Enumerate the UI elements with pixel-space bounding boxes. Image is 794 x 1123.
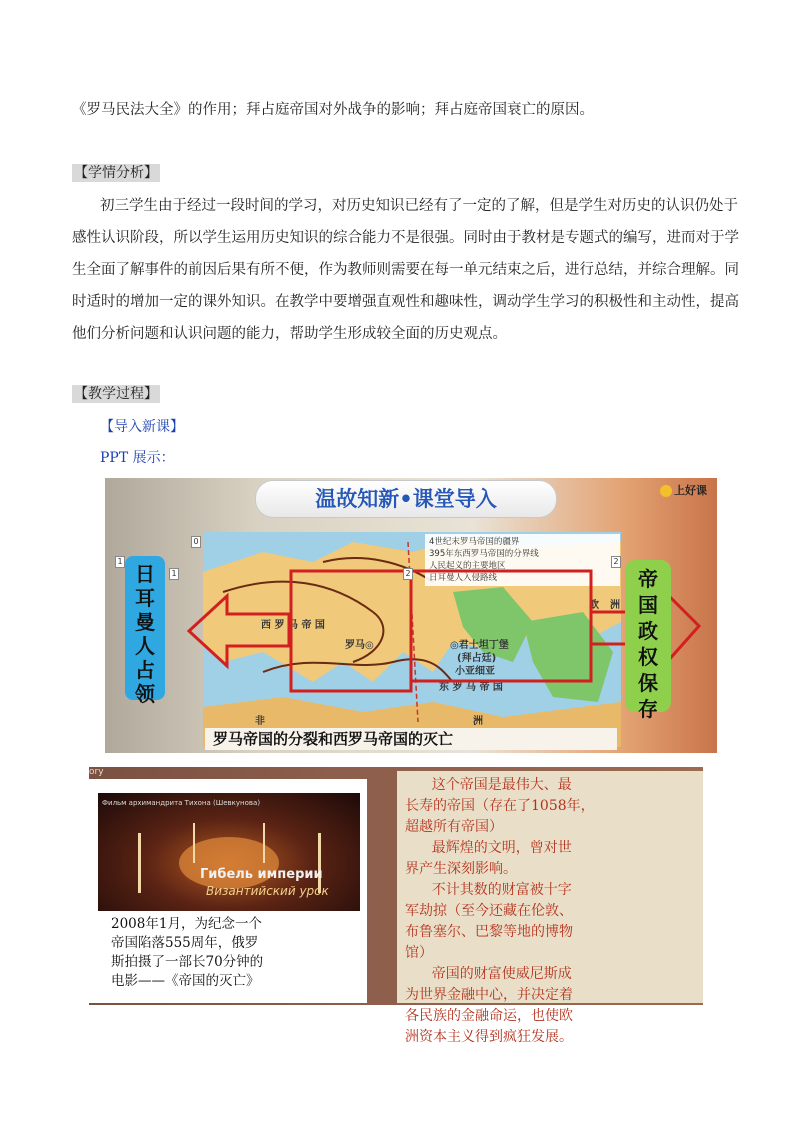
map-label-constantinople: ◎君士坦丁堡 [450,640,509,651]
section-tag-teaching-process [72,384,160,404]
subsection-intro: 【导入新课】 [100,419,184,435]
film-header: Фильм архимандрита Тихона (Шевкунова) [102,799,261,807]
map-label-rome: 罗马◎ [345,640,374,651]
char: 人 [135,634,155,658]
ppt-label: PPT 展示： [100,450,175,466]
legend-item: 日耳曼人入侵路线 [429,573,498,583]
map-label-africa-2: 洲 [473,716,483,727]
map-label-byzantium: (拜占廷) [457,653,497,664]
paragraph-line: 时适时的增加一定的课外知识。在教学中要增强直观性和趣味性，调动学生学习的积极性和主动性，提高 [72,294,739,310]
map-label-asia-minor: 小亚细亚 [455,666,495,677]
left-box-germanic-occupation [125,556,165,706]
legend-item: 395年东西罗马帝国的分界线 [429,549,539,559]
char: 耳 [135,586,155,610]
char: 政 [638,619,658,643]
slide-image-film [89,767,703,1045]
legend-item: 人民起义的主要地区 [429,561,506,571]
marker-1b: 1 [169,568,179,580]
char: 权 [638,645,658,669]
film-title: Гибель империи [200,867,323,882]
section-tag-student-analysis [72,163,160,183]
paragraph-line: 他们分析问题和认识问题的能力，帮助学生形成较全面的历史观点。 [72,326,507,342]
map-label-zhou: 洲 [610,600,620,611]
marker-1: 1 [115,556,125,568]
char: 帝 [638,567,658,591]
paragraph-line: 初三学生由于经过一段时间的学习，对历史知识已经有了一定的了解，但是学生对历史的认识仍处于 [100,198,738,214]
map-caption: 罗马帝国的分裂和西罗马帝国的灭亡 [205,728,617,750]
map-label-africa: 非 [255,716,265,727]
right-box-empire-preserved [625,560,671,721]
slide-title: 温故知新•课堂导入 [255,480,557,518]
tag-label: 【学情分析】 [74,165,158,181]
tag-label: 【教学过程】 [74,386,158,402]
char: 日 [135,562,155,586]
char: 领 [135,682,155,706]
marker-2b: 2 [611,556,621,568]
map-label-west-rome: 西 罗 马 帝 国 [261,620,325,631]
logo-icon [660,485,672,497]
film-description: 2008年1月，为纪念一个 帝国陷落555周年，俄罗 斯拍摄了一部长70分钟的 电影——《帝国的灭亡》 [111,916,264,989]
legend-item: 4世纪末罗马帝国的疆界 [429,537,520,547]
char: 保 [638,671,658,695]
logo [660,482,716,502]
map-label-europe: 欧 [589,600,599,611]
paragraph-line: 感性认识阶段，所以学生运用历史知识的综合能力不是很强。同时由于教材是专题式的编写，进而对于学 [72,230,739,246]
char: 占 [135,658,155,682]
film-poster [98,793,360,911]
intro-line: 《罗马民法大全》的作用；拜占庭帝国对外战争的影响；拜占庭帝国衰亡的原因。 [72,102,594,118]
film-card [89,779,367,1003]
char: 存 [638,697,658,721]
map-label-east-rome: 东 罗 马 帝 国 [439,682,503,693]
logo-text: 上好课 [674,484,707,497]
paragraph-line: 生全面了解事件的前因后果有所不便，作为教师则需要在每一单元结束之后，进行总结，并综合理解。同 [72,262,739,278]
red-arrows [179,566,699,696]
char: 国 [638,593,658,617]
empire-quote: 这个帝国是最伟大、最 长寿的帝国（存在了1058年， 超越所有帝国） 最辉煌的文明，曾对世 界产生深刻影响。 不计其数的财富被十字 军劫掠（至今还藏在伦敦、 布鲁塞尔、巴黎等地的博物 馆） 帝国的财富使威尼斯成 为世界金融中心，并决定着 各民族的金融命运，也使欧 洲资本主义得到疯狂发展。 [397,771,703,1003]
marker-2: 2 [403,568,413,580]
slide-image-map [105,478,717,753]
film-subtitle: Византийский урок [206,884,329,898]
marker-0: 0 [191,536,201,548]
char: 曼 [135,610,155,634]
corner-text: ory [89,767,104,777]
